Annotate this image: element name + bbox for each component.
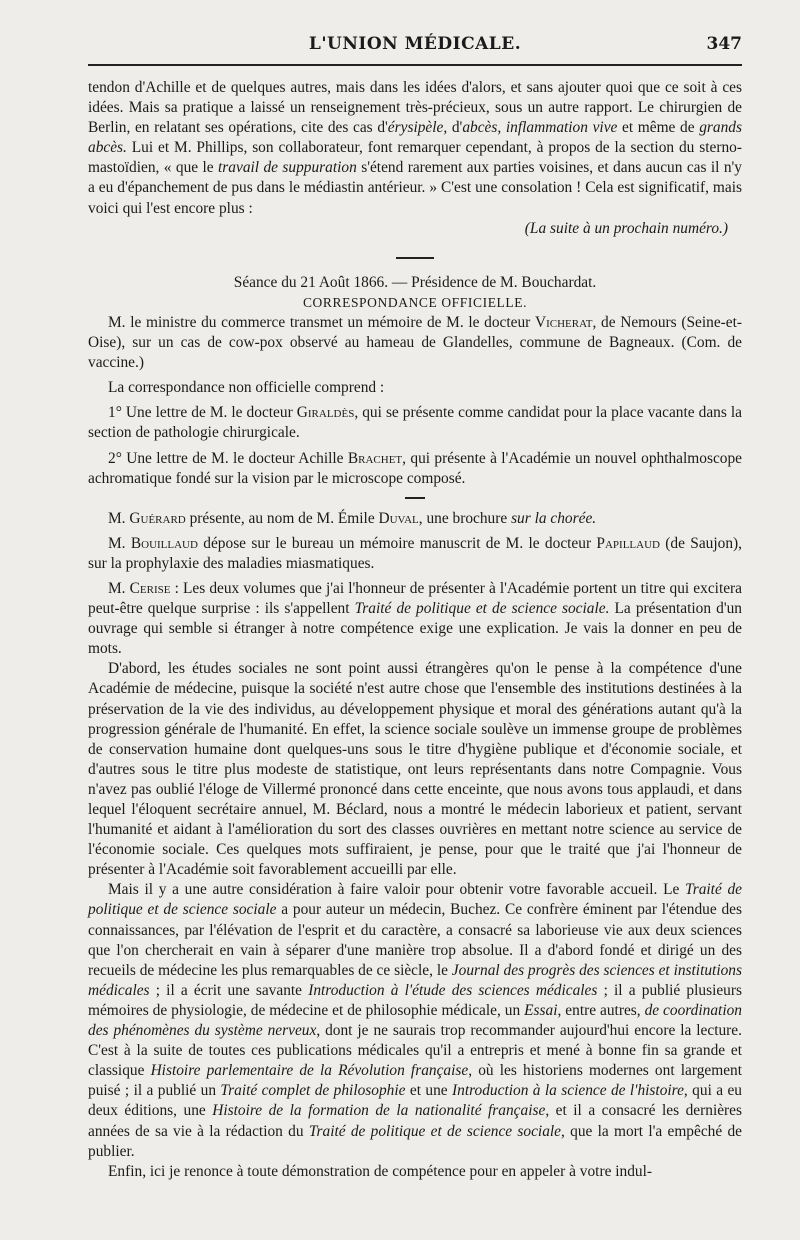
person-name: Cerise: [129, 579, 171, 597]
person-name: Duval: [378, 509, 419, 527]
running-title: L'UNION MÉDICALE.: [308, 34, 522, 54]
italic-term: érysipèle,: [387, 119, 448, 137]
person-name: Bouillaud: [130, 534, 198, 552]
official-letter-paragraph: M. le ministre du commerce transmet un mémoire de M. le docteur Vicherat, de Nemours (Seine-et-Oise), sur un cas de cow-pox observé au hameau de Glandelles, commune de Bagneaux. (Com. de vaccine.): [88, 313, 743, 372]
italic-title: Traité de politique et de science sociale: [88, 881, 743, 919]
italic-title: Journal des progrès des sciences et institutions médicales: [88, 961, 742, 999]
text-run: Lui et M. Phillips, son collaborateur, font remarquer cependant, à propos de la section du sterno-mastoïdien, « que le: [88, 139, 742, 177]
italic-title: Traité complet de philosophie: [220, 1082, 406, 1100]
section-divider: [396, 257, 434, 259]
italic-title: Introduction à la science de l'histoire: [452, 1082, 684, 1100]
to-be-continued-notice: (La suite à un prochain numéro.): [524, 219, 728, 237]
person-name: Papillaud: [596, 534, 660, 552]
text-run: tendon d'Achille et de quelques autres, mais dans les idées d'alors, et sans ajouter quoi que ce soit à ces idées. Mais sa pratique a laissé un renseignement très-précieux, sous un autre rapport. Le chirurgien de Berlin, en relatant ses opérations, cite des cas d': [88, 79, 742, 137]
person-name: Guérard: [129, 509, 186, 527]
italic-title: Traité de politique et de science sociale: [308, 1122, 561, 1140]
person-name: Brachet: [347, 449, 403, 467]
person-name: Giraldès: [296, 404, 355, 422]
text-run: s'étend rarement aux parties voisines, et dans aucun cas il n'y a eu d'épanchement de pus dans le médiastin antérieur. » C'est une consolation ! Cela est significatif, mais voici qui l'est encore plus :: [88, 159, 742, 217]
italic-title: sur la chorée.: [511, 509, 597, 527]
discourse-paragraph-3: Enfin, ici je renonce à toute démonstration de compétence pour en appeler à votre indul-: [108, 1162, 653, 1180]
italic-term: travail de suppuration: [218, 159, 357, 177]
text-run: d': [447, 119, 463, 137]
unofficial-item-2: 2° Une lettre de M. le docteur Achille Brachet, qui présente à l'Académie un nouvel ophthalmoscope achromatique fondé sur la vision par le microscope composé.: [88, 449, 742, 487]
italic-title: Traité de politique et de science sociale.: [354, 600, 610, 618]
presentation-paragraph-3: M. Cerise : Les deux volumes que j'ai l'honneur de présenter à l'Académie portent un titre qui excitera peut-être quelque surprise : ils s'appellent Traité de politique et de science sociale. La présentation d'un ouvrage qui semble si étranger à notre compétence exige une explication. Je vais la donner en peu de mots.: [88, 579, 743, 658]
unofficial-intro: La correspondance non officielle comprend :: [108, 379, 385, 397]
continued-paragraph: [88, 78, 742, 219]
italic-title: Histoire de la formation de la nationalité française: [212, 1102, 546, 1120]
italic-title: de coordination des phénomènes du système nerveux: [88, 1001, 742, 1040]
person-name: Vicherat: [534, 313, 593, 331]
presentation-paragraph-1: M. Guérard présente, au nom de M. Émile Duval, une brochure sur la chorée.: [108, 509, 597, 527]
short-divider: [405, 497, 425, 499]
presentation-paragraph-2: M. Bouillaud dépose sur le bureau un mémoire manuscrit de M. le docteur Papillaud (de Saujon), sur la prophylaxie des maladies miasmatiques.: [88, 534, 742, 572]
section-heading-official: CORRESPONDANCE OFFICIELLE.: [302, 294, 528, 310]
text-run: et même de: [617, 119, 700, 137]
italic-title: Histoire parlementaire de la Révolution française: [150, 1062, 469, 1080]
session-title: Séance du 21 Août 1866. — Présidence de M. Bouchardat.: [233, 273, 597, 291]
italic-term: abcès, inflammation vive: [462, 119, 618, 137]
unofficial-item-1: 1° Une lettre de M. le docteur Giraldès, qui se présente comme candidat pour la place vacante dans la section de pathologie chirurgicale.: [88, 404, 742, 442]
article-body: [88, 78, 742, 1182]
page-number: 347: [706, 34, 742, 54]
discourse-paragraph-1: D'abord, les études sociales ne sont point aussi étrangères qu'on le pense à la compétence d'une Académie de médecine, puisque la société n'est autre chose que l'ensemble des institutions destinées à la préservation de la vie des individus, au développement physique et moral des générations autant qu'à la progression générale de l'humanité. En effet, la science sociale soulève un immense groupe de problèmes de conservation humaine dont quelques-uns sous le titre d'hygiène publique et d'économie sociale, et d'autres sous le titre plus modeste de statistique, ont leurs représentants dans notre Compagnie. Vous n'avez pas oublié l'éloge de Villermé prononcé dans cette enceinte, que nous avons tous applaudi, et dans lequel l'éloquent secrétaire annuel, M. Béclard, nous a montré le médecin laborieux et patient, servant l'humanité et aidant à l'amélioration du sort des classes ouvrières en mettant notre science au service de l'économie sociale. Ces quelques mots suffiraient, je pense, pour que le traité que j'ai l'honneur de présenter à l'Académie soit favorablement accueilli par elle.: [88, 660, 742, 879]
italic-term: grands abcès.: [88, 119, 742, 157]
italic-title: Introduction à l'étude des sciences médicales: [308, 981, 598, 999]
italic-title: Essai: [524, 1001, 558, 1019]
discourse-paragraph-2: Mais il y a une autre considération à faire valoir pour obtenir votre favorable accueil. Le Traité de politique et de science sociale a pour auteur un médecin, Buchez. Ce confrère éminent par l'étendue des connaissances, par l'élévation de l'esprit et du caractère, a consacré sa laborieuse vie aux deux sciences que l'on chercherait en vain à séparer d'une manière trop absolue. Il a d'abord fondé et dirigé un des recueils de médecine les plus remarquables de ce siècle, le Journal des progrès des sciences et institutions médicales ; il a écrit une savante Introduction à l'étude des sciences médicales ; il a publié plusieurs mémoires de physiologie, de médecine et de philosophie médicale, un Essai, entre autres, de coordination des phénomènes du système nerveux, dont je ne saurais trop recommander aujourd'hui encore la lecture. C'est à la suite de toutes ces publications médicales qu'il a entrepris et mené à bonne fin sa grande et classique Histoire parlementaire de la Révolution française, où les historiens modernes ont largement puisé ; il a publié un Traité complet de philosophie et une Introduction à la science de l'histoire, qui a eu deux éditions, une Histoire de la formation de la nationalité française, et il a consacré les dernières années de sa vie à la rédaction du Traité de politique et de science sociale, que la mort l'a empêché de publier.: [88, 881, 743, 1160]
running-head: [88, 30, 742, 66]
